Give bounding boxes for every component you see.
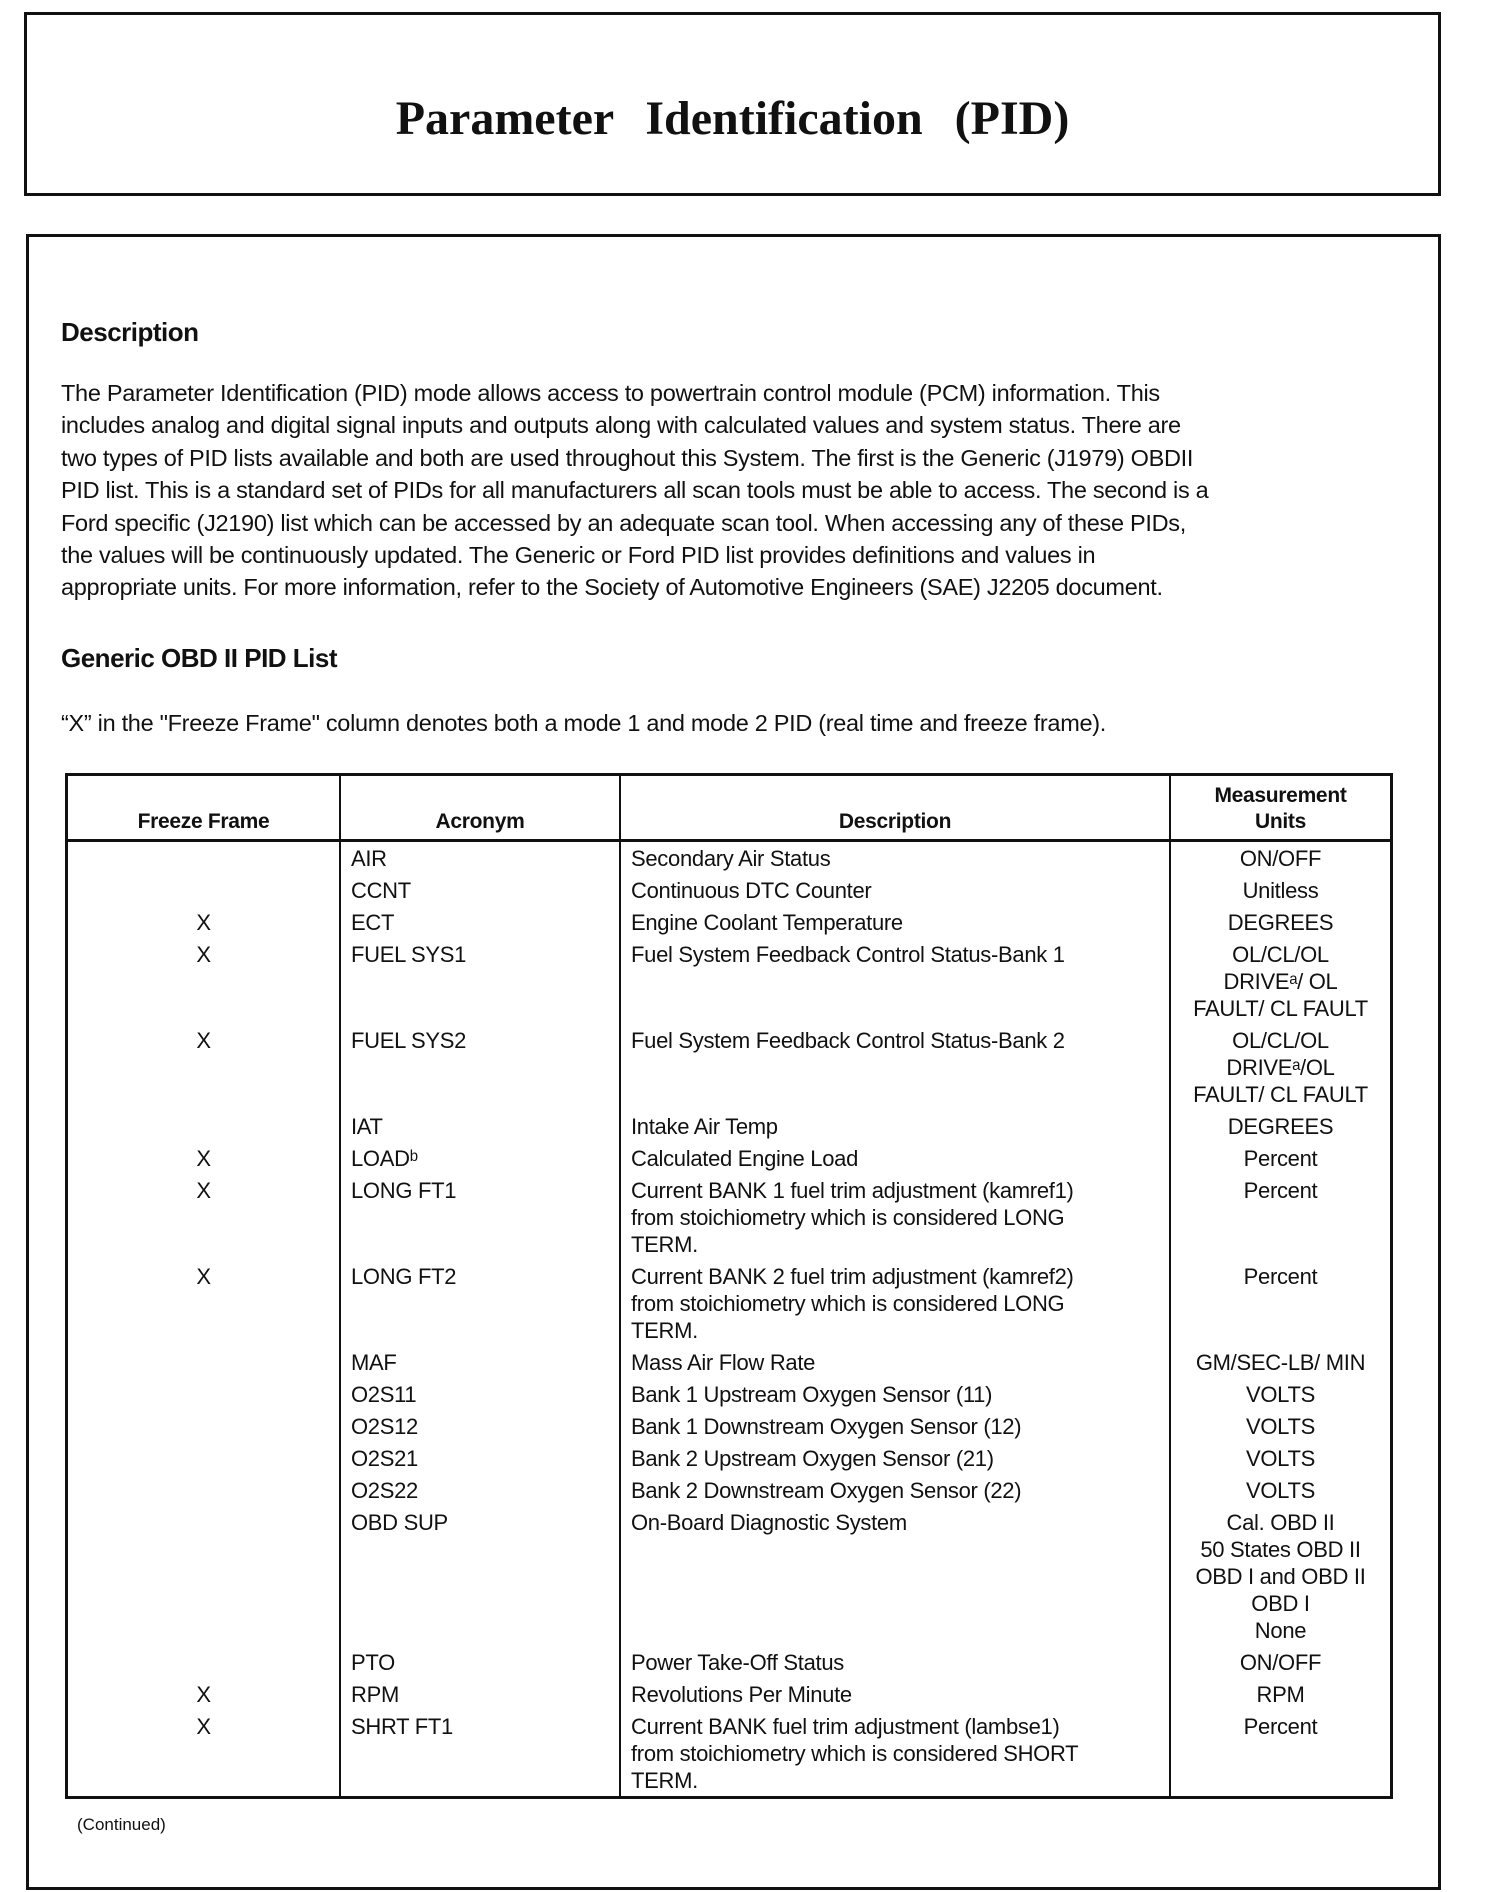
acronym-cell: O2S22 (341, 1474, 621, 1506)
table-row (68, 1142, 1390, 1174)
table-row (68, 1024, 1390, 1110)
acronym-cell: FUEL SYS1 (341, 938, 621, 1024)
description-cell: Continuous DTC Counter (621, 874, 1171, 906)
freeze-frame-cell: X (68, 1260, 341, 1346)
acronym-cell: MAF (341, 1346, 621, 1378)
table-row (68, 1346, 1390, 1378)
table-row (68, 842, 1390, 874)
continued-note: (Continued) (77, 1815, 166, 1834)
acronym-cell: IAT (341, 1110, 621, 1142)
table-header (68, 776, 1390, 842)
freeze-frame-cell: X (68, 938, 341, 1024)
freeze-frame-cell: X (68, 906, 341, 938)
freeze-frame-cell: X (68, 1142, 341, 1174)
description-cell: Fuel System Feedback Control Status-Bank 1 (621, 938, 1171, 1024)
acronym-cell: LONG FT1 (341, 1174, 621, 1260)
header-description: Description (621, 776, 1171, 839)
freeze-frame-cell: X (68, 1174, 341, 1260)
description-paragraph: The Parameter Identification (PID) mode allows access to powertrain control module (PCM) information. This includes analog and digital signal inputs and outputs along with calculated values and system status. There are two types of PID lists available and both are used throughout this System. The first is the Generic (J1979) OBDII PID list. This is a standard set of PIDs for all manufacturers all scan tools must be able to access. The second is a Ford specific (J2190) list which can be accessed by an adequate scan tool. When accessing any of these PIDs, the values will be continuously updated. The Generic or Ford PID list provides definitions and values in appropriate units. For more information, refer to the Society of Automotive Engineers (SAE) J2205 document. (61, 380, 1209, 601)
units-cell: Cal. OBD II 50 States OBD II OBD I and OBD II OBD I None (1195, 1509, 1366, 1643)
units-cell: Percent (1243, 1263, 1318, 1289)
units-cell: ON/OFF (1239, 1649, 1322, 1675)
description-cell: Mass Air Flow Rate (621, 1346, 1171, 1378)
description-cell: Secondary Air Status (621, 842, 1171, 874)
freeze-frame-cell (68, 1410, 341, 1442)
description-cell: Power Take-Off Status (621, 1646, 1171, 1678)
acronym-cell: PTO (341, 1646, 621, 1678)
description-cell: Bank 1 Downstream Oxygen Sensor (12) (621, 1410, 1171, 1442)
description-cell: Intake Air Temp (621, 1110, 1171, 1142)
freeze-frame-cell: X (68, 1710, 341, 1796)
header-units: Measurement Units (1214, 784, 1347, 833)
description-cell: Calculated Engine Load (621, 1142, 1171, 1174)
units-cell: OL/CL/OL DRIVEᵃ/OL FAULT/ CL FAULT (1193, 1027, 1368, 1107)
acronym-cell: OBD SUP (341, 1506, 621, 1646)
acronym-cell: AIR (341, 842, 621, 874)
table-row (68, 1646, 1390, 1678)
acronym-cell: ECT (341, 906, 621, 938)
table-row (68, 906, 1390, 938)
acronym-cell: FUEL SYS2 (341, 1024, 621, 1110)
description-cell: Current BANK fuel trim adjustment (lambse1) from stoichiometry which is considered SHORT TERM. (621, 1710, 1171, 1796)
acronym-cell: LONG FT2 (341, 1260, 621, 1346)
units-cell: ON/OFF (1239, 845, 1322, 871)
description-cell: On-Board Diagnostic System (621, 1506, 1171, 1646)
table-row (68, 1506, 1390, 1646)
acronym-cell: RPM (341, 1678, 621, 1710)
freeze-frame-cell: X (68, 1678, 341, 1710)
description-cell: Bank 2 Downstream Oxygen Sensor (22) (621, 1474, 1171, 1506)
freeze-frame-cell (68, 1474, 341, 1506)
freeze-frame-cell: X (68, 1024, 341, 1110)
content-box (26, 234, 1441, 1890)
units-cell: VOLTS (1245, 1413, 1315, 1439)
freeze-frame-cell (68, 842, 341, 874)
units-cell: OL/CL/OL DRIVEᵃ/ OL FAULT/ CL FAULT (1193, 941, 1368, 1021)
pid-table (65, 773, 1393, 1799)
description-cell: Revolutions Per Minute (621, 1678, 1171, 1710)
acronym-cell: CCNT (341, 874, 621, 906)
table-body (68, 842, 1390, 1796)
table-row (68, 1174, 1390, 1260)
description-cell: Current BANK 1 fuel trim adjustment (kamref1) from stoichiometry which is considered LONG TERM. (621, 1174, 1171, 1260)
header-acronym: Acronym (341, 776, 621, 839)
title-box (24, 12, 1441, 196)
freeze-frame-cell (68, 1110, 341, 1142)
table-row (68, 1260, 1390, 1346)
page-title: Parameter Identification (PID) (395, 92, 1070, 145)
acronym-cell: O2S21 (341, 1442, 621, 1474)
freeze-frame-cell (68, 1442, 341, 1474)
freeze-frame-cell (68, 1378, 341, 1410)
description-heading: Description (61, 317, 199, 347)
table-row (68, 874, 1390, 906)
description-cell: Engine Coolant Temperature (621, 906, 1171, 938)
units-cell: Percent (1243, 1177, 1318, 1203)
acronym-cell: O2S12 (341, 1410, 621, 1442)
units-cell: Percent (1243, 1713, 1318, 1739)
description-cell: Fuel System Feedback Control Status-Bank 2 (621, 1024, 1171, 1110)
acronym-cell: SHRT FT1 (341, 1710, 621, 1796)
freeze-frame-cell (68, 1346, 341, 1378)
units-cell: VOLTS (1245, 1477, 1315, 1503)
freeze-frame-note: “X” in the "Freeze Frame" column denotes both a mode 1 and mode 2 PID (real time and freeze frame). (61, 710, 1106, 736)
description-cell: Current BANK 2 fuel trim adjustment (kamref2) from stoichiometry which is considered LONG TERM. (621, 1260, 1171, 1346)
freeze-frame-cell (68, 874, 341, 906)
table-row (68, 1678, 1390, 1710)
units-cell: RPM (1256, 1681, 1305, 1707)
units-cell: DEGREES (1227, 1113, 1334, 1139)
freeze-frame-cell (68, 1506, 341, 1646)
table-row (68, 1474, 1390, 1506)
freeze-frame-cell (68, 1646, 341, 1678)
description-cell: Bank 1 Upstream Oxygen Sensor (11) (621, 1378, 1171, 1410)
table-row (68, 1378, 1390, 1410)
units-cell: VOLTS (1245, 1381, 1315, 1407)
description-cell: Bank 2 Upstream Oxygen Sensor (21) (621, 1442, 1171, 1474)
table-row (68, 1110, 1390, 1142)
units-cell: Percent (1243, 1145, 1318, 1171)
units-cell: DEGREES (1227, 909, 1334, 935)
table-row (68, 1410, 1390, 1442)
header-freeze-frame: Freeze Frame (68, 776, 341, 839)
table-row (68, 1710, 1390, 1796)
generic-pid-heading: Generic OBD II PID List (61, 643, 338, 673)
acronym-cell: O2S11 (341, 1378, 621, 1410)
table-row (68, 938, 1390, 1024)
acronym-cell: LOADᵇ (341, 1142, 621, 1174)
units-cell: VOLTS (1245, 1445, 1315, 1471)
table-row (68, 1442, 1390, 1474)
units-cell: GM/SEC-LB/ MIN (1195, 1349, 1366, 1375)
units-cell: Unitless (1242, 877, 1319, 903)
